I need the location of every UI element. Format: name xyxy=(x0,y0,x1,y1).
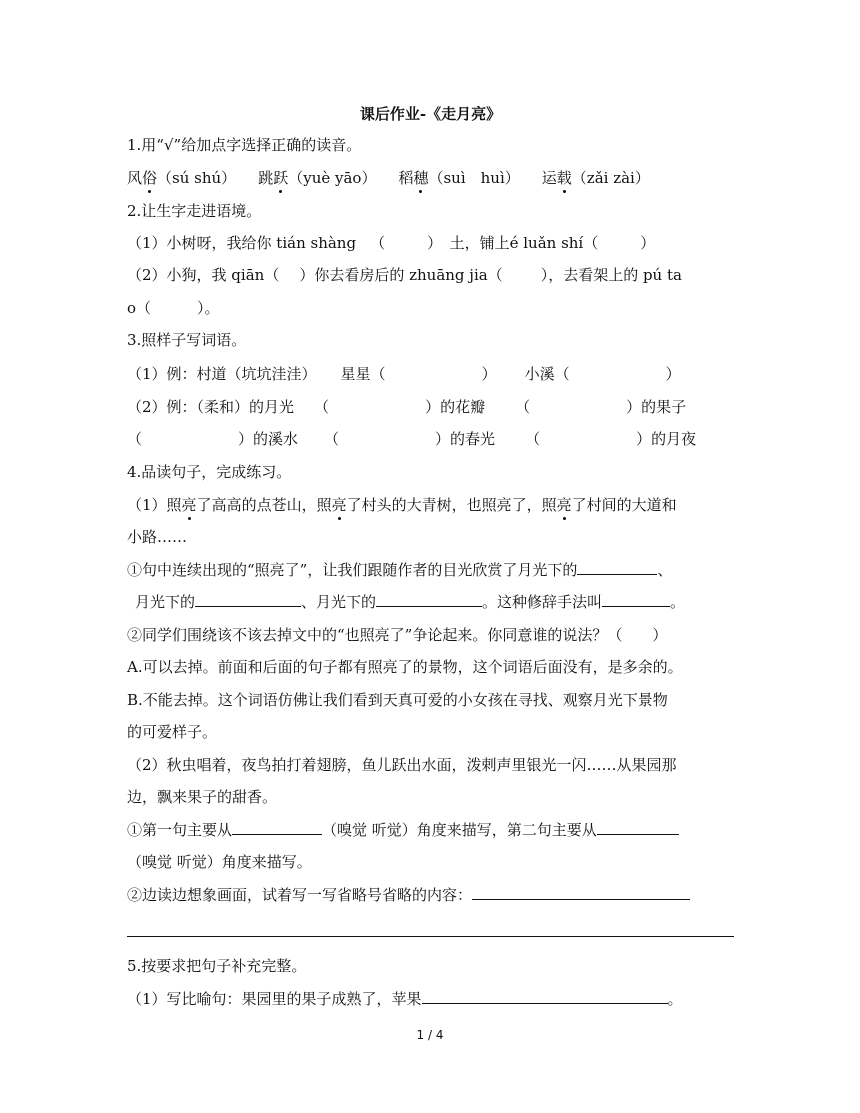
q1-items xyxy=(127,168,650,188)
answer-blank[interactable] xyxy=(602,592,670,607)
answer-line[interactable] xyxy=(127,936,734,937)
worksheet-title: 课后作业-《走月亮》 xyxy=(359,105,502,123)
q4-item-1-cont: 月光下的 、月光下的 。这种修辞手法叫 。 xyxy=(135,593,686,611)
q3-heading: 3.照样子写词语。 xyxy=(127,331,247,349)
q4-sentence-2-cont: 边，飘来果子的甜香。 xyxy=(127,788,278,806)
q1-item-2: 跳跃（yuè yāo） xyxy=(258,169,377,187)
q4-item-2: ②同学们围绕该不该去掉文中的“也照亮了”争论起来。你同意谁的说法？（ ） xyxy=(127,626,668,644)
q3-line-2: （2）例：（柔和）的月光 （ ）的花瓣 （ ）的果子 xyxy=(127,398,687,416)
q4-sentence-1-cont: 小路…… xyxy=(127,528,188,546)
answer-blank[interactable] xyxy=(597,820,679,835)
q4-item-3: ①第一句主要从 （嗅觉 听觉）角度来描写，第二句主要从 xyxy=(127,820,679,840)
answer-blank[interactable] xyxy=(422,989,668,1004)
q1-item-1: 风俗（sú shú） xyxy=(127,169,237,187)
q1-item-3: 稻穗（suì huì） xyxy=(398,169,520,187)
q3-line-3: （ ）的溪水 （ ）的春光 （ ）的月夜 xyxy=(127,430,697,448)
q4-option-a: A.可以去掉。前面和后面的句子都有照亮了的景物，这个词语后面没有，是多余的。 xyxy=(127,658,683,676)
q4-item-4: ②边读边想象画面，试着写一写省略号省略的内容： xyxy=(127,885,690,905)
q1-heading: 1.用“√”给加点字选择正确的读音。 xyxy=(127,136,362,154)
q4-option-b: B.不能去掉。这个词语仿佛让我们看到天真可爱的小女孩在寻找、观察月光下景物 xyxy=(127,691,668,709)
answer-blank[interactable] xyxy=(577,560,657,575)
q2-line-2: （2）小狗，我 qiān（ ）你去看房后的 zhuāng jia（ ），去看架上的 pú ta xyxy=(127,266,682,284)
q2-heading: 2.让生字走进语境。 xyxy=(127,202,262,220)
q4-sentence-1: （1）照亮了高高的点苍山，照亮了村头的大青树，也照亮了，照亮了村间的大道和 xyxy=(127,496,677,514)
answer-blank[interactable] xyxy=(376,592,482,607)
q2-line-1: （1）小树呀，我给你 tián shàng （ ） 土，铺上é luǎn shí（ ） xyxy=(127,234,656,252)
q5-item-1: （1）写比喻句：果园里的果子成熟了，苹果 。 xyxy=(127,990,683,1008)
q2-line-3: o（ ）。 xyxy=(127,299,220,317)
q1-item-4: 运载（zǎi zài） xyxy=(541,169,650,187)
q4-item-1: ①句中连续出现的“照亮了”，让我们跟随作者的目光欣赏了月光下的 、 xyxy=(127,561,673,579)
answer-blank[interactable] xyxy=(232,820,322,835)
q4-option-b-cont: 的可爱样子。 xyxy=(127,723,218,741)
q5-heading: 5.按要求把句子补充完整。 xyxy=(127,957,307,975)
q3-line-1: （1）例：村道（坑坑洼洼） 星星（ ） 小溪（ ） xyxy=(127,365,681,383)
q4-sentence-2: （2）秋虫唱着，夜鸟拍打着翅膀，鱼儿跃出水面，泼剌声里银光一闪……从果园那 xyxy=(127,756,677,774)
answer-blank[interactable] xyxy=(195,592,301,607)
q4-heading: 4.品读句子，完成练习。 xyxy=(127,463,292,481)
answer-blank[interactable] xyxy=(472,885,690,900)
page-number: 1 / 4 xyxy=(416,1028,444,1042)
q4-item-3-cont: （嗅觉 听觉）角度来描写。 xyxy=(127,853,312,871)
